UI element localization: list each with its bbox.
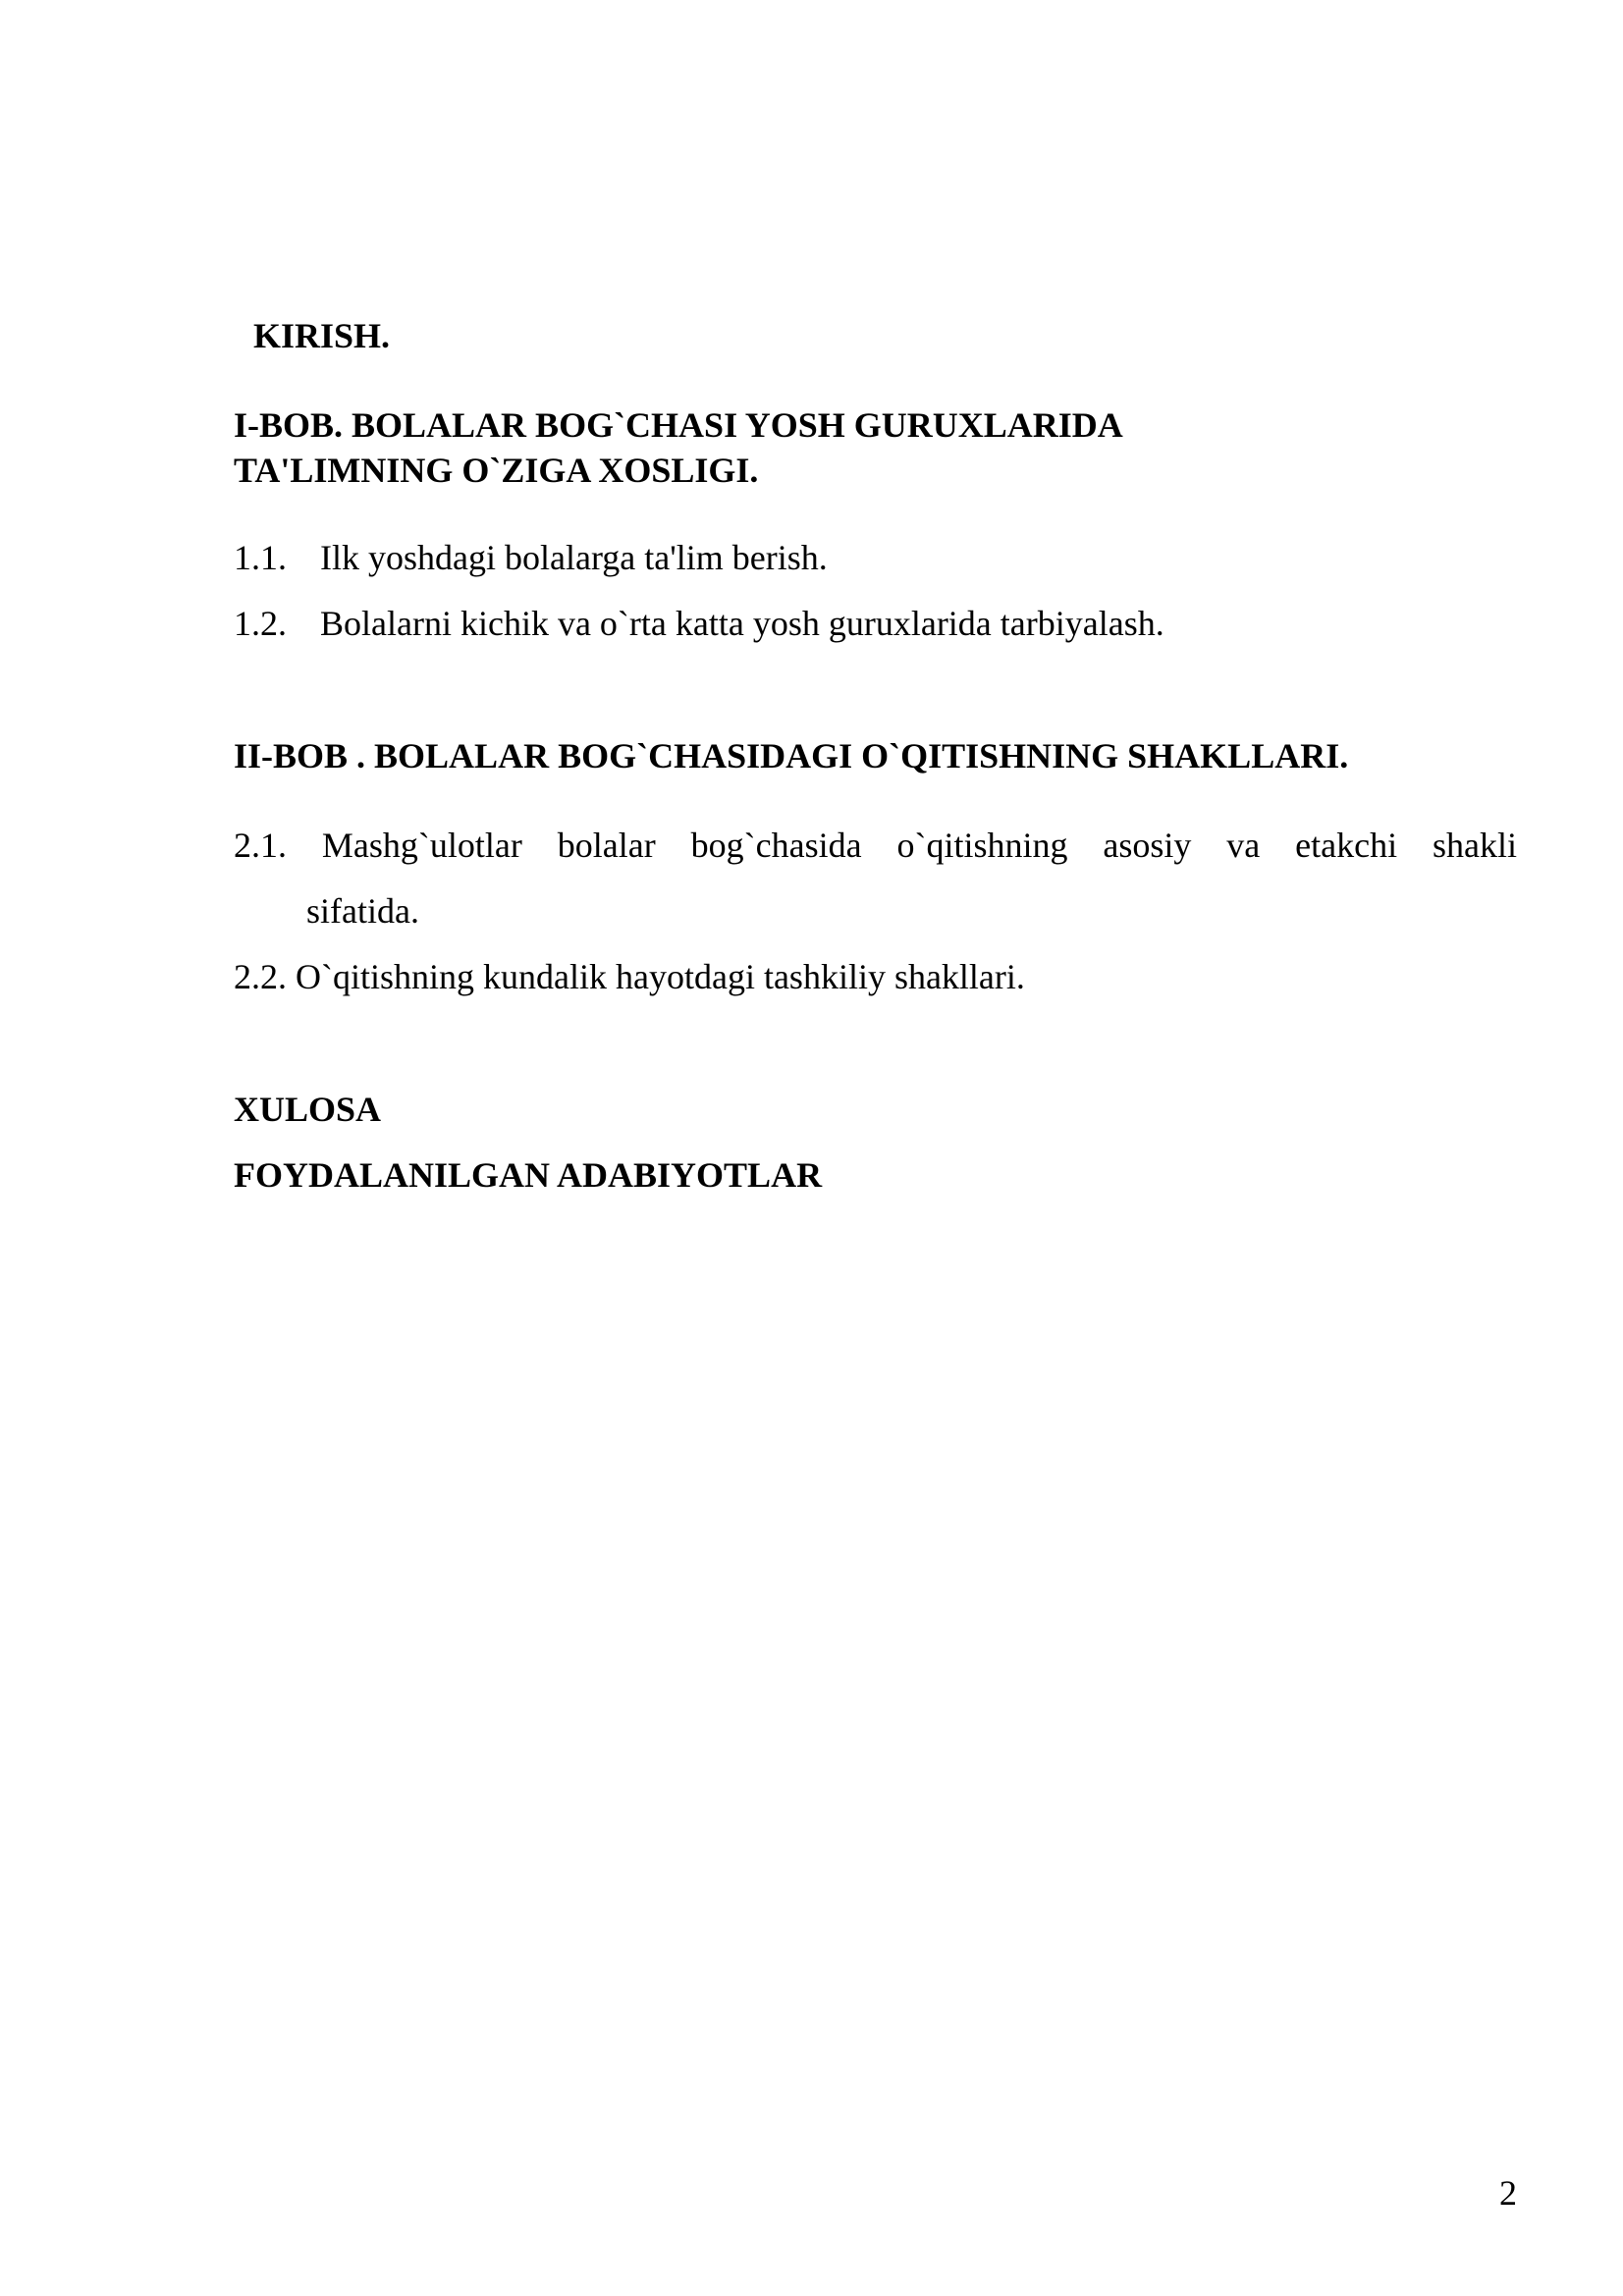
chapter1-title-line1: I-BOB. BOLALAR BOG`CHASI YOSH GURUXLARIDA [234,405,1123,445]
toc-item-text-line1: Mashg`ulotlar bolalar bog`chasida o`qitishning asosiy va etakchi shakli [321,826,1517,865]
toc-item-2-1-continuation: sifatida. [306,891,419,931]
page-number: 2 [1499,2173,1517,2213]
chapter2-title: II-BOB . BOLALAR BOG`CHASIDAGI O`QITISHNING SHAKLLARI. [234,736,1349,775]
toc-item-2-1 [234,824,1517,867]
toc-item-text: Ilk yoshdagi bolalarga ta'lim berish. [320,538,828,577]
toc-item-number: 2.1. [234,826,287,865]
toc-item-text: O`qitishning kundalik hayotdagi tashkiliy shakllari. [296,957,1025,996]
toc-item-number: 1.2. [234,604,287,643]
toc-item-number: 1.1. [234,538,287,577]
toc-item-number: 2.2. [234,957,287,996]
toc-xulosa: XULOSA [234,1090,382,1129]
chapter1-title-line2: TA'LIMNING O`ZIGA XOSLIGI. [234,451,759,490]
toc-item-text: Bolalarni kichik va o`rta katta yosh guruxlarida tarbiyalash. [320,604,1164,643]
toc-item-1-1 [234,536,828,579]
toc-kirish: KIRISH. [253,316,391,355]
toc-item-2-2 [234,955,1025,998]
toc-item-1-2 [234,602,1164,645]
toc-references: FOYDALANILGAN ADABIYOTLAR [234,1155,823,1195]
